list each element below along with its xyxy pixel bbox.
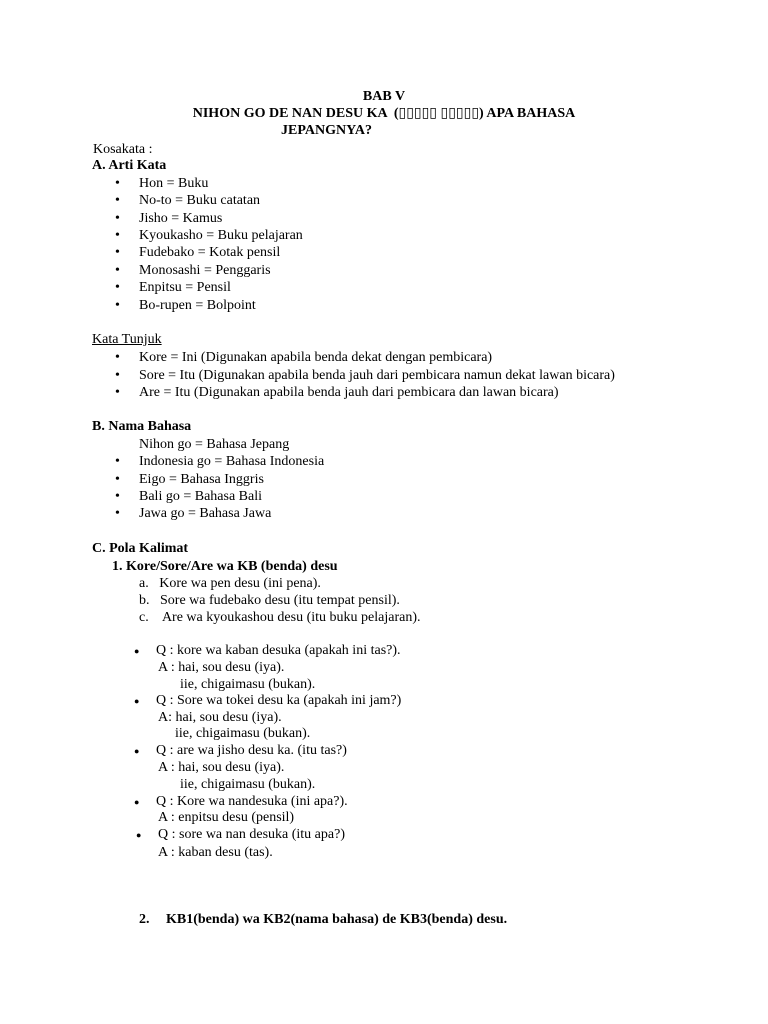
pattern-example: a. Kore wa pen desu (ini pena). (139, 576, 321, 591)
question-line: ● Q : are wa jisho desu ka. (itu tas?) (156, 742, 347, 759)
answer-alt-line: iie, chigaimasu (bukan). (175, 726, 311, 741)
section-b-heading: B. Nama Bahasa (92, 419, 192, 434)
pattern-example: b. Sore wa fudebako desu (itu tempat pensil). (139, 593, 400, 608)
answer-alt-line: iie, chigaimasu (bukan). (180, 777, 316, 792)
pattern-example: c. Are wa kyoukashou desu (itu buku pelajaran). (139, 610, 421, 625)
vocab-item: • Jisho = Kamus (139, 210, 222, 227)
answer-line: A : kaban desu (tas). (158, 845, 273, 860)
chapter-title-line2: JEPANGNYA? (281, 123, 373, 138)
pattern-2-number: 2. (139, 912, 150, 927)
pattern-2-heading: KB1(benda) wa KB2(nama bahasa) de KB3(benda) desu. (166, 912, 508, 927)
demonstrative-item: • Sore = Itu (Digunakan apabila benda jauh dari pembicara namun dekat lawan bicara) (139, 367, 615, 384)
answer-line: A : hai, sou desu (iya). (158, 660, 285, 675)
vocab-item: • Enpitsu = Pensil (139, 279, 231, 296)
answer-line: A : hai, sou desu (iya). (158, 760, 285, 775)
kosakata-label: Kosakata : (93, 142, 153, 157)
language-item: • Indonesia go = Bahasa Indonesia (139, 453, 324, 470)
question-line: ● Q : sore wa nan desuka (itu apa?) (158, 826, 345, 843)
chapter-title-line1: NIHON GO DE NAN DESU KA (▯▯▯▯▯ ▯▯▯▯▯) APA BAHASA (192, 106, 576, 121)
language-intro: Nihon go = Bahasa Jepang (139, 437, 290, 452)
vocab-item: • No-to = Buku catatan (139, 192, 260, 209)
answer-line: A: hai, sou desu (iya). (158, 710, 282, 725)
vocab-item: • Bo-rupen = Bolpoint (139, 297, 256, 314)
question-line: ● Q : kore wa kaban desuka (apakah ini tas?). (156, 642, 401, 659)
section-a-heading: A. Arti Kata (92, 158, 167, 173)
language-item: • Eigo = Bahasa Inggris (139, 471, 264, 488)
pattern-1-heading: 1. Kore/Sore/Are wa KB (benda) desu (112, 559, 338, 574)
question-line: ● Q : Sore wa tokei desu ka (apakah ini jam?) (156, 692, 401, 709)
answer-line: A : enpitsu desu (pensil) (158, 810, 295, 825)
demonstrative-item: • Kore = Ini (Digunakan apabila benda dekat dengan pembicara) (139, 349, 492, 366)
answer-alt-line: iie, chigaimasu (bukan). (180, 677, 316, 692)
vocab-item: • Hon = Buku (139, 175, 208, 192)
vocab-item: • Kyoukasho = Buku pelajaran (139, 227, 303, 244)
vocab-item: • Fudebako = Kotak pensil (139, 244, 280, 261)
language-item: • Bali go = Bahasa Bali (139, 488, 262, 505)
vocab-item: • Monosashi = Penggaris (139, 262, 271, 279)
kata-tunjuk-heading: Kata Tunjuk (92, 332, 162, 347)
demonstrative-item: • Are = Itu (Digunakan apabila benda jauh dari pembicara dan lawan bicara) (139, 384, 559, 401)
language-item: • Jawa go = Bahasa Jawa (139, 505, 271, 522)
section-c-heading: C. Pola Kalimat (92, 541, 189, 556)
chapter-label: BAB V (362, 89, 406, 104)
question-line: ● Q : Kore wa nandesuka (ini apa?). (156, 793, 348, 810)
